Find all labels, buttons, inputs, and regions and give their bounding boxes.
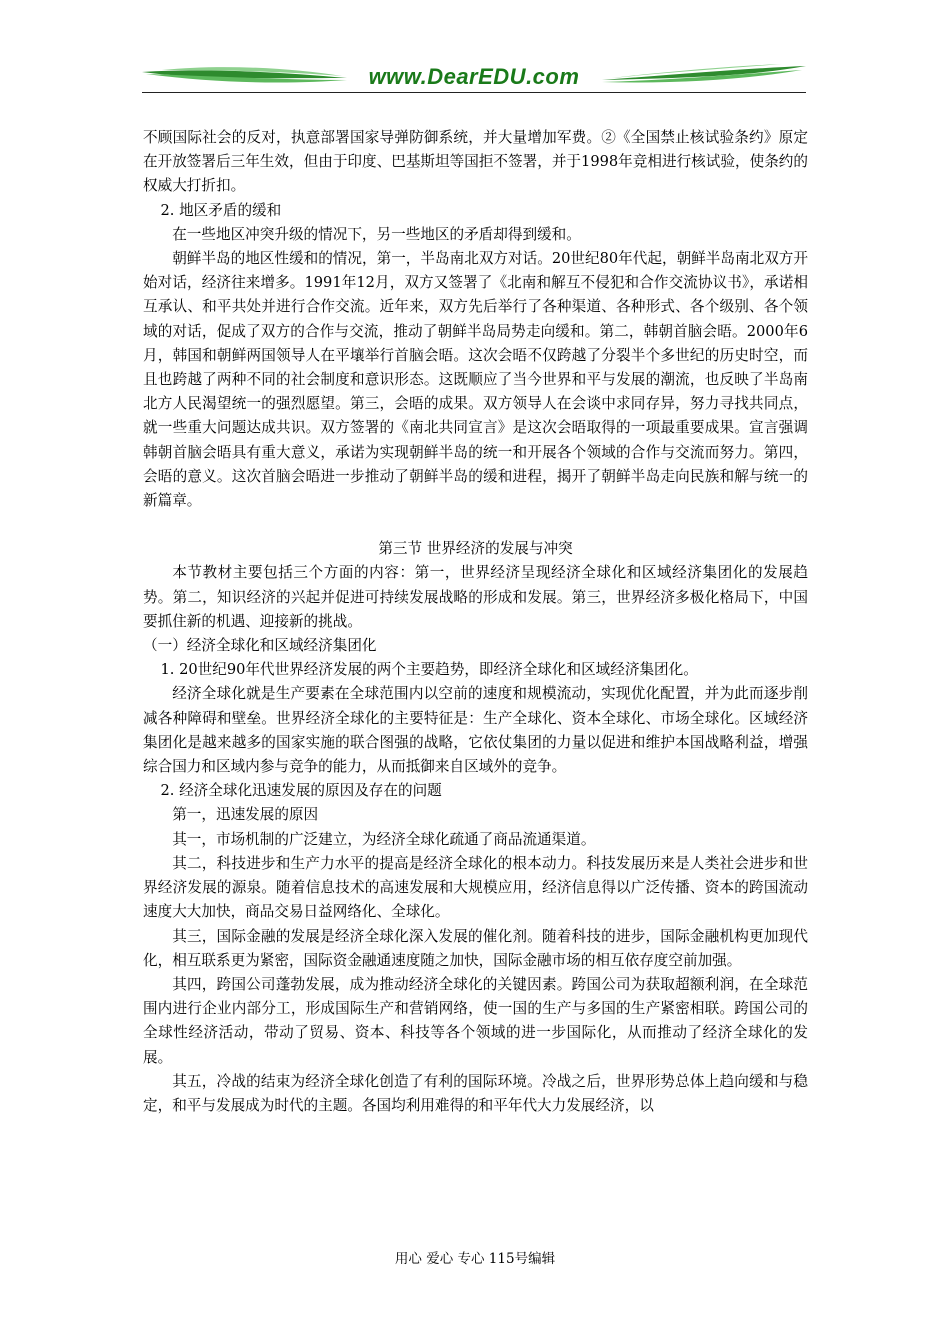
subheading: （一）经济全球化和区域经济集团化 xyxy=(143,637,377,655)
paragraph: 其五，冷战的结束为经济全球化创造了有利的国际环境。冷战之后，世界形势总体上趋向缓和与稳定，和平与发展成为时代的主题。各国均利用难得的和平年代大力发展经济，以 xyxy=(143,1072,808,1114)
paragraph: 其三，国际金融的发展是经济全球化深入发展的催化剂。随着科技的进步，国际金融机构更加现代化，相互联系更为紧密，国际资金融通速度随之加快，国际金融市场的相互依存度空前加强。 xyxy=(143,927,808,969)
document-body xyxy=(143,126,808,1118)
paragraph: 其一，市场机制的广泛建立，为经济全球化疏通了商品流通渠道。 xyxy=(172,830,596,848)
paragraph: 其四，跨国公司蓬勃发展，成为推动经济全球化的关键因素。跨国公司为获取超额利润，在全球范围内进行企业内部分工，形成国际生产和营销网络，使一国的生产与多国的生产紧密相联。跨国公司的全球性经济活动，带动了贸易、资本、科技等各个领域的进一步国际化，从而推动了经济全球化的发展。 xyxy=(143,975,808,1066)
section-title: 第三节 世界经济的发展与冲突 xyxy=(378,540,573,558)
subheading: 1. 20世纪90年代世界经济发展的两个主要趋势，即经济全球化和区域经济集团化。 xyxy=(160,661,698,679)
site-name: www.DearEDU.com xyxy=(368,64,580,89)
paragraph: 不顾国际社会的反对，执意部署国家导弹防御系统，并大量增加军费。②《全国禁止核试验条约》原定在开放签署后三年生效，但由于印度、巴基斯坦等国拒不签署，并于1998年竞相进行核试验，使条约的权威大打折扣。 xyxy=(143,129,808,195)
paragraph: 在一些地区冲突升级的情况下，另一些地区的矛盾却得到缓和。 xyxy=(172,225,581,243)
paragraph: 本节教材主要包括三个方面的内容：第一，世界经济呈现经济全球化和区域经济集团化的发展趋势。第二，知识经济的兴起并促进可持续发展战略的形成和发展。第三，世界经济多极化格局下，中国要抓住新的机遇、迎接新的挑战。 xyxy=(143,564,808,630)
paragraph: 其二，科技进步和生产力水平的提高是经济全球化的根本动力。科技发展历来是人类社会进步和世界经济发展的源泉。随着信息技术的高速发展和大规模应用，经济信息得以广泛传播、资本的跨国流动速度大大加快，商品交易日益网络化、全球化。 xyxy=(143,854,808,921)
paragraph: 第一，迅速发展的原因 xyxy=(172,806,319,824)
subheading: 2. 经济全球化迅速发展的原因及存在的问题 xyxy=(160,782,442,800)
paragraph: 朝鲜半岛的地区性缓和的情况，第一，半岛南北双方对话。20世纪80年代起，朝鲜半岛南北双方开始对话，经济往来增多。1991年12月，双方又签署了《北南和解互不侵犯和合作交流协议书》，承诺相互承认、和平共处并进行合作交流。近年来，双方先后举行了各种渠道、各种形式、各个级别、各个领域的对话，促成了双方的合作与交流，推动了朝鲜半岛局势走向缓和。第二，韩朝首脑会晤。2000年6月，韩国和朝鲜两国领导人在平壤举行首脑会晤。这次会晤不仅跨越了分裂半个多世纪的历史时空，而且也跨越了两种不同的社会制度和意识形态。这既顺应了当今世界和平与发展的潮流，也反映了半岛南北方人民渴望统一的强烈愿望。第三，会晤的成果。双方领导人在会谈中求同存异，努力寻找共同点，就一些重大问题达成共识。双方签署的《南北共同宣言》是这次会晤取得的一项最重要成果。宣言强调韩朝首脑会晤具有重大意义，承诺为实现朝鲜半岛的统一和开展各个领域的合作与交流而努力。第四，会晤的意义。这次首脑会晤进一步推动了朝鲜半岛的缓和进程，揭开了朝鲜半岛走向民族和解与统一的新篇章。 xyxy=(143,250,808,510)
subheading: 2. 地区矛盾的缓和 xyxy=(160,201,282,219)
header-divider xyxy=(142,92,806,93)
page-footer: 用心 爱心 专心 115号编辑 xyxy=(394,1251,556,1267)
paragraph: 经济全球化就是生产要素在全球范围内以空前的速度和规模流动，实现优化配置，并为此而逐步削减各种障碍和壁垒。世界经济全球化的主要特征是：生产全球化、资本全球化、市场全球化。区域经济集团化是越来越多的国家实施的联合图强的战略，它依仗集团的力量以促进和维护本国战略利益，增强综合国力和区域内参与竞争的能力，从而抵御来自区域外的竞争。 xyxy=(143,685,808,776)
